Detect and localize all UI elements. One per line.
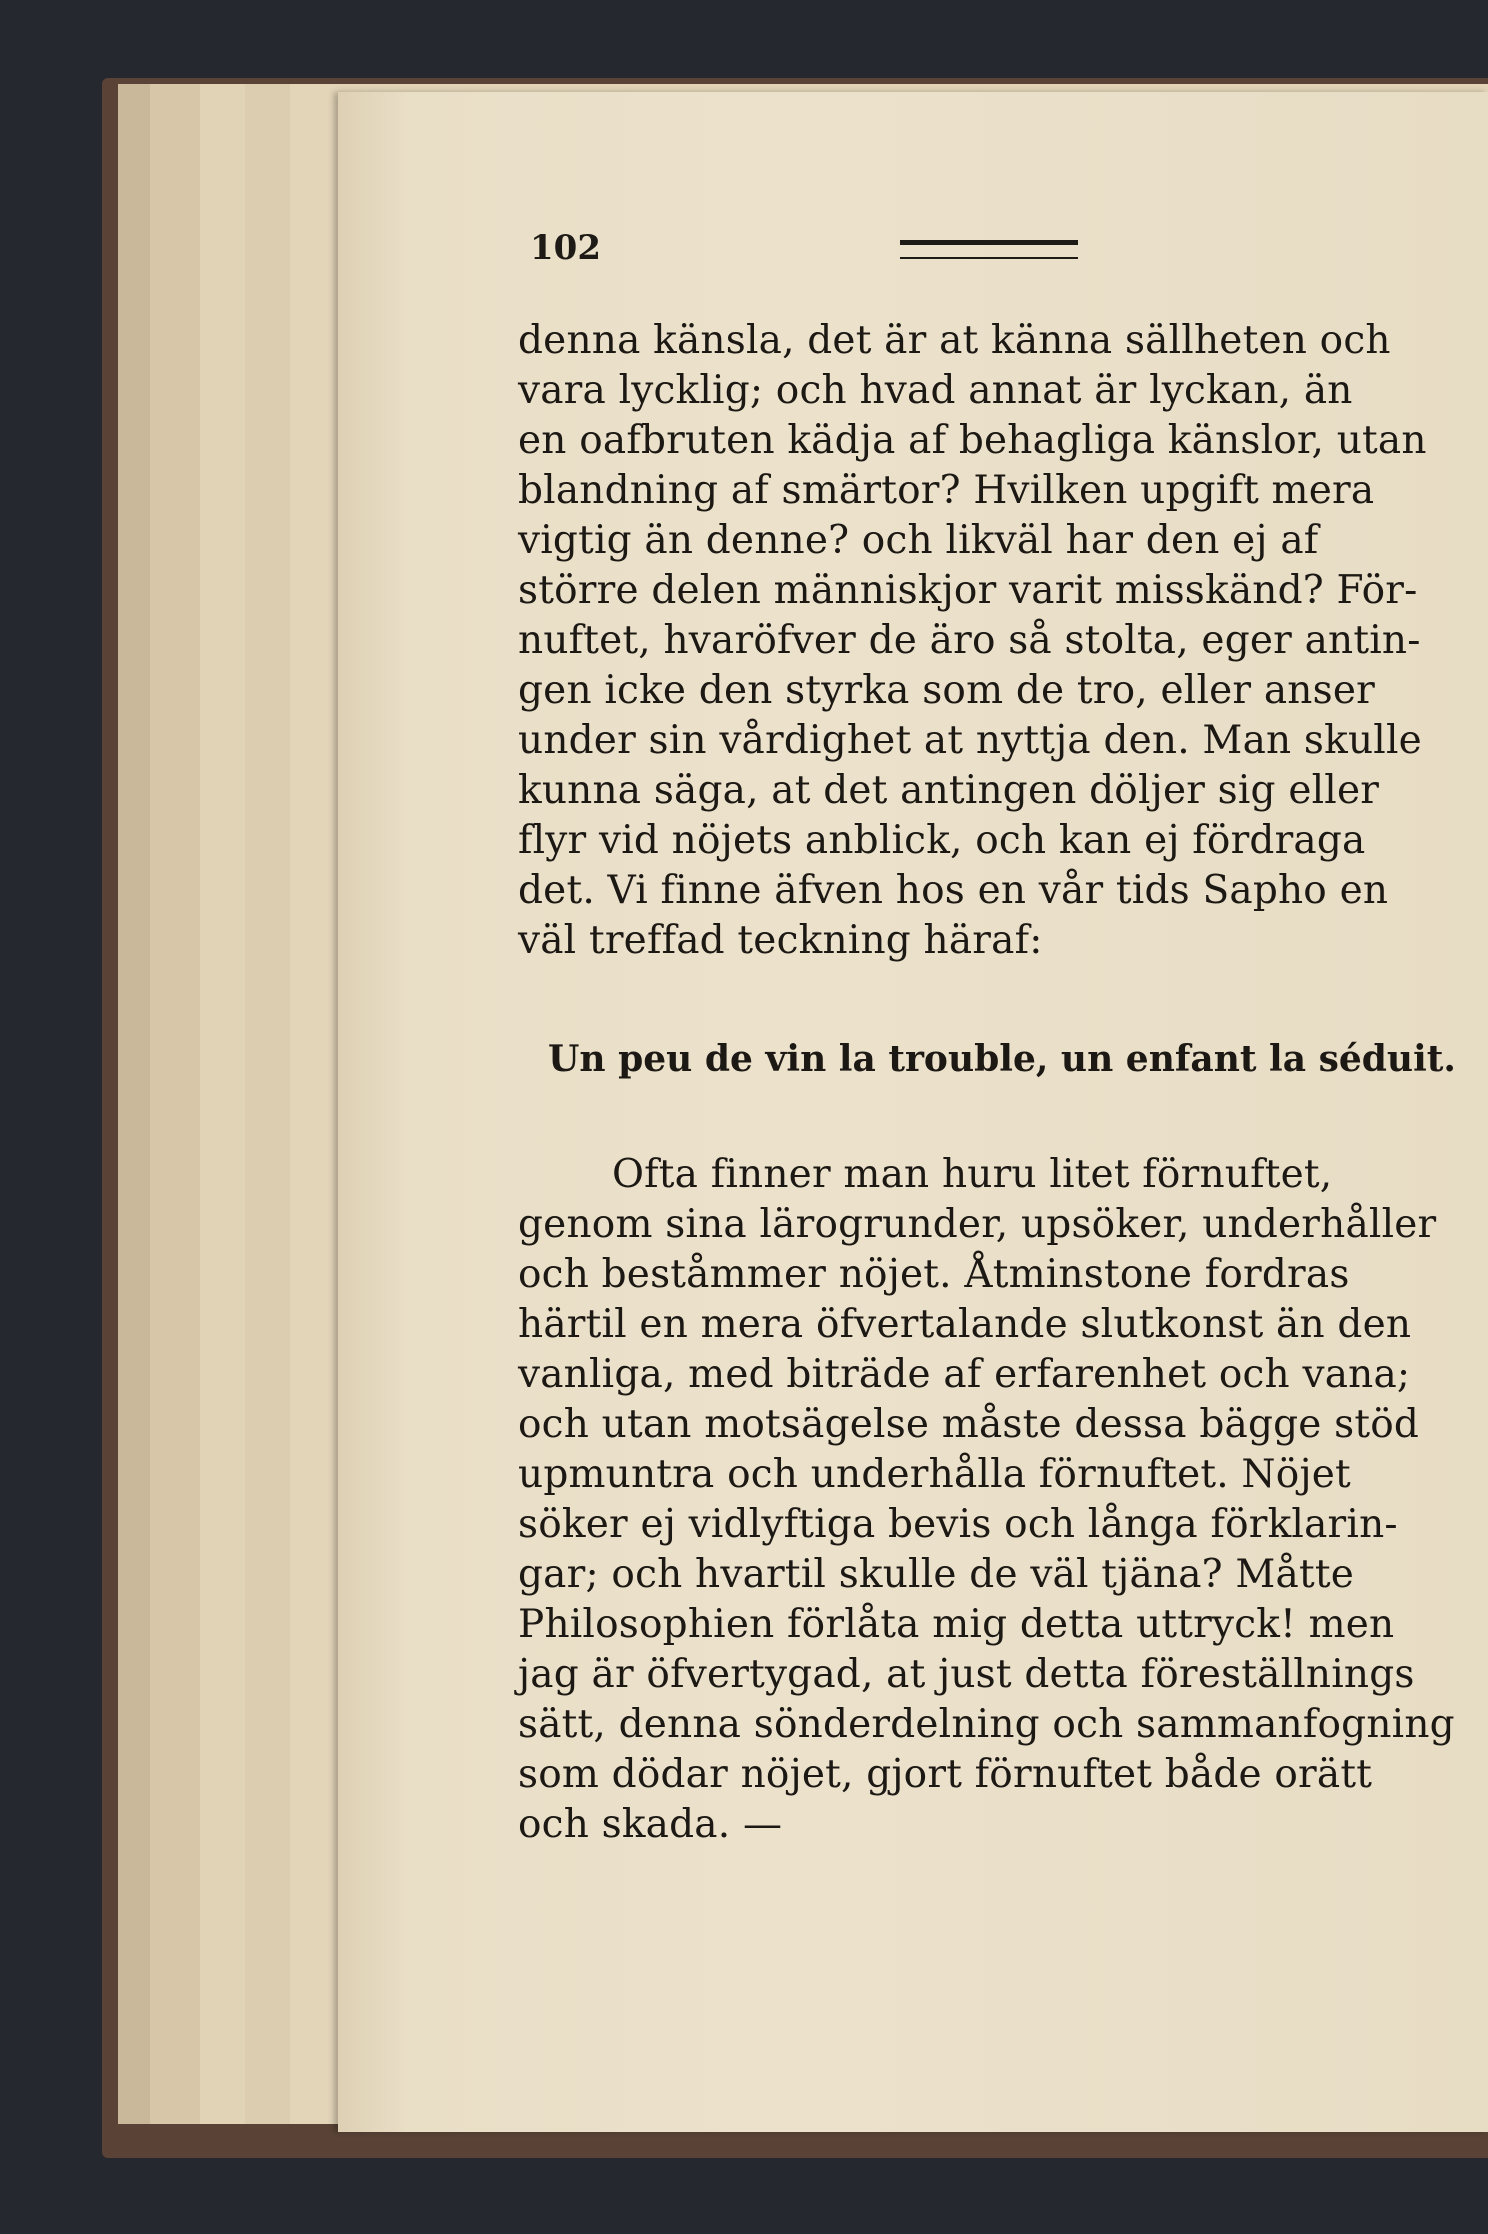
header-rule xyxy=(900,240,1078,259)
text-line: och utan motsägelse måste dessa bägge stöd xyxy=(518,1402,1420,1447)
page-number: 102 xyxy=(530,228,601,268)
text-line: Ofta finner man huru litet förnuftet, xyxy=(612,1152,1333,1197)
text-line: gar; och hvartil skulle de väl tjäna? Måtte xyxy=(518,1552,1354,1597)
text-line: större delen människjor varit misskänd? För- xyxy=(518,568,1418,613)
text-line: det. Vi finne äfven hos en vår tids Sapho en xyxy=(518,868,1389,913)
text-line: blandning af smärtor? Hvilken upgift mera xyxy=(518,468,1375,513)
text-line: gen icke den styrka som de tro, eller anser xyxy=(518,668,1375,713)
text-line: och skada. — xyxy=(518,1802,783,1847)
text-line: under sin vårdighet at nyttja den. Man skulle xyxy=(518,718,1422,763)
text-line: härtil en mera öfvertalande slutkonst än den xyxy=(518,1302,1412,1347)
text-line: flyr vid nöjets anblick, och kan ej fördraga xyxy=(518,818,1366,863)
text-line: väl treffad teckning häraf: xyxy=(518,918,1043,963)
text-line: upmuntra och underhålla förnuftet. Nöjet xyxy=(518,1452,1351,1497)
text-line: sätt, denna sönderdelning och sammanfogning xyxy=(518,1702,1455,1747)
text-line: vara lycklig; och hvad annat är lyckan, än xyxy=(518,368,1353,413)
text-line: vigtig än denne? och likväl har den ej af xyxy=(518,518,1319,563)
text-line: Philosophien förlåta mig detta uttryck! men xyxy=(518,1602,1395,1647)
text-line: som dödar nöjet, gjort förnuftet både orätt xyxy=(518,1752,1373,1797)
quotation: Un peu de vin la trouble, un enfant la séduit. xyxy=(548,1038,1456,1080)
text-line: nuftet, hvaröfver de äro så stolta, eger antin- xyxy=(518,618,1421,663)
text-line: jag är öfvertygad, at just detta föreställnings xyxy=(518,1652,1415,1697)
text-line: söker ej vidlyftiga bevis och långa förklarin- xyxy=(518,1502,1398,1547)
text-line: vanliga, med biträde af erfarenhet och vana; xyxy=(518,1352,1411,1397)
text-line: denna känsla, det är at känna sällheten och xyxy=(518,318,1391,363)
text-line: kunna säga, at det antingen döljer sig eller xyxy=(518,768,1380,813)
text-line: en oafbruten kädja af behagliga känslor, utan xyxy=(518,418,1427,463)
text-line: och beståmmer nöjet. Åtminstone fordras xyxy=(518,1252,1350,1297)
text-line: genom sina lärogrunder, upsöker, underhåller xyxy=(518,1202,1437,1247)
